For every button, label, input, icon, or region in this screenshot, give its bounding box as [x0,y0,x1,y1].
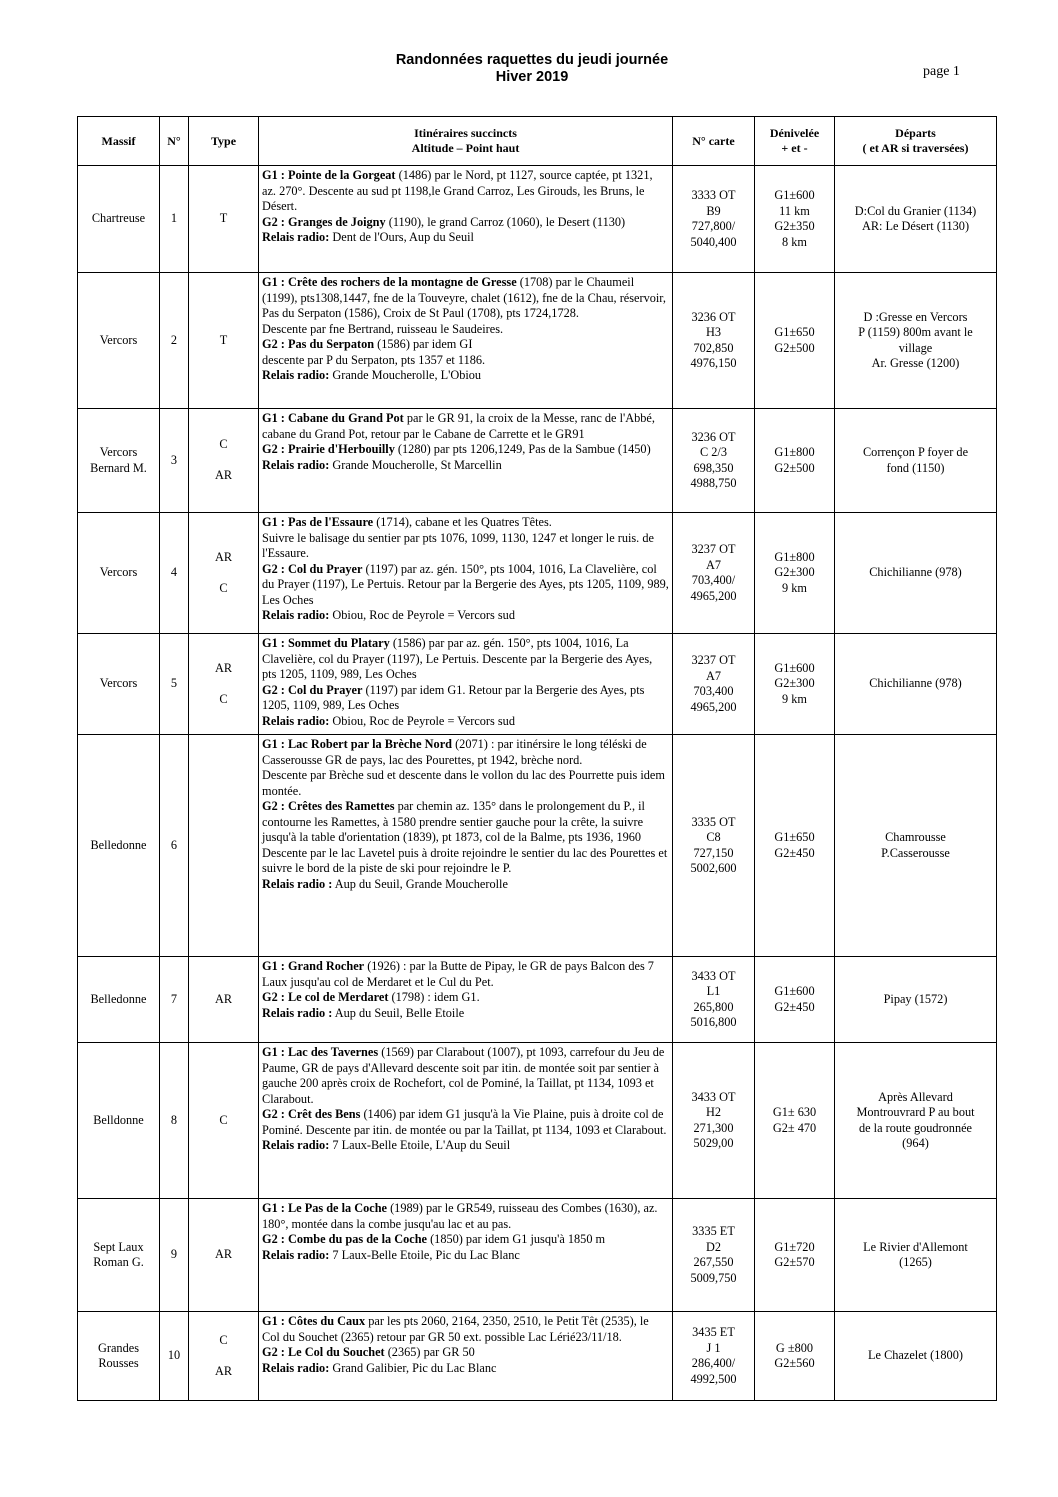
table-row [78,1199,997,1312]
itin-g1 [262,634,669,683]
cell-num: 5 [160,634,189,735]
cell-type: C [189,1043,259,1199]
itin-g1-label: G1 : Lac Robert par la Brèche Nord [262,737,453,751]
itin-g2-text: (1197) par idem G1. Retour par la Bergerie des Ayes, pts 1205, 1109, 989, Les Oches [262,682,645,712]
itin-g1-text: (1989) par le GR549, ruisseau des Combes (1630), az. 180°, montée dans la combe jusqu'au lac et au pas. [262,1201,658,1231]
itin-relais-label: Relais radio: [262,1138,330,1152]
cell-type: T [189,273,259,409]
cell-carte: 3433 OT H2 271,300 5029,00 [673,1043,755,1199]
cell-carte: 3236 OT H3 702,850 4976,150 [673,273,755,409]
itin-g2-text: (1190), le grand Carroz (1060), le Desert (1130) [385,214,626,229]
cell-denivelee: G1±600 G2±450 [755,957,835,1043]
itin-g2-label: G2 : Col du Prayer [262,561,363,576]
cell-type: C AR [189,1312,259,1401]
itin-g2-text: (1850) par idem G1 jusqu'à 1850 m [427,1232,606,1246]
itin-g1-text: par les pts 2060, 2164, 2350, 2510, le Petit Têt (2535), le Col du Souchet (2365) retour par GR 50 ext. possible Lac Lérié23/11/18. [262,1314,649,1344]
itin-g2-label: G2 : Pas du Serpaton [262,337,375,351]
table-row [78,735,997,957]
table-row [78,1312,997,1401]
cell-denivelee: G1±720 G2±570 [755,1199,835,1312]
itin-relais [262,714,669,730]
itin-g1 [262,735,669,799]
cell-num: 8 [160,1043,189,1199]
itin-relais-label: Relais radio: [262,1247,330,1262]
itin-relais [262,608,669,624]
cell-carte: 3335 ET D2 267,550 5009,750 [673,1199,755,1312]
cell-type: T [189,166,259,273]
col-header-massif: Massif [78,117,160,166]
itin-g2-text: par chemin az. 135° dans le prolongement du P., il contourne les Ramettes, à 1580 prendre sentier gauche pour la crête, la suivre jusqu'à la table d'orientation (1839), pt 1873, col de la Balme, pts 1936, 1960 Descente par le lac Lavetel puis à droite rejoindre le sentier du lac des Pourettes et suivre le bord de la piste de ski pour rejoindre le P. [262,799,668,875]
cell-itineraire [259,957,673,1043]
cell-massif: Belldonne [78,1043,160,1199]
cell-carte: 3433 OT L1 265,800 5016,800 [673,957,755,1043]
itin-g2-label: G2 : Prairie d'Herbouilly [262,442,395,456]
itin-relais-text: Grande Moucherolle, St Marcellin [329,457,502,472]
itin-g1-text: (1926) : par la Butte de Pipay, le GR de pays Balcon des 7 Laux jusqu'au col de Merdaret et le Cul du Pet. [262,959,654,989]
table-row [78,513,997,634]
cell-num: 10 [160,1312,189,1401]
cell-itineraire [259,634,673,735]
table-row [78,634,997,735]
itin-g1-text: par le GR 91, la croix de la Messe, ranc de l'Abbé, cabane du Grand Pot, retour par le Cabane de Carrette et le GR91 [262,411,655,441]
itin-relais-label: Relais radio: [262,457,330,472]
cell-num: 6 [160,735,189,957]
cell-massif: Vercors [78,513,160,634]
cell-denivelee: G1± 630 G2± 470 [755,1043,835,1199]
itin-g2 [262,215,669,231]
cell-massif: Grandes Rousses [78,1312,160,1401]
page-number: page 1 [923,64,960,79]
itin-g1 [262,166,669,215]
itin-relais [262,1138,669,1154]
itin-relais-text: Dent de l'Ours, Aup du Seuil [329,230,474,244]
itin-g1-label: G1 : Le Pas de la Coche [262,1201,388,1215]
cell-carte: 3236 OT C 2/3 698,350 4988,750 [673,409,755,513]
cell-departs: D:Col du Granier (1134) AR: Le Désert (1130) [835,166,997,273]
itin-relais-text: Obiou, Roc de Peyrole = Vercors sud [329,713,515,728]
cell-carte: 3333 OT B9 727,800/ 5040,400 [673,166,755,273]
table-header-row [78,117,997,166]
cell-denivelee: G ±800 G2±560 [755,1312,835,1401]
col-header-carte: N° carte [673,117,755,166]
cell-itineraire [259,1043,673,1199]
table-row [78,166,997,273]
itin-g2 [262,799,669,877]
cell-denivelee: G1±800 G2±300 9 km [755,513,835,634]
itin-g2-label: G2 : Le col de Merdaret [262,990,389,1004]
itin-relais [262,368,669,384]
itin-g2-text: (1798) : idem G1. [388,990,480,1004]
table-row [78,409,997,513]
itin-g1-text: (1486) par le Nord, pt 1127, source captée, pt 1321, az. 270°. Descente au sud pt 1198,le Grand Carroz, Les Girouds, les Bruns, le Désert. [262,168,653,213]
cell-itineraire [259,409,673,513]
itin-relais [262,1361,669,1377]
cell-itineraire [259,273,673,409]
itin-g1-text: (1714), cabane et les Quatres Têtes. Suivre le balisage du sentier par pts 1076, 1099, 1130, 1247 et longer le ruis. de l'Essaure. [262,515,654,560]
itin-g1 [262,273,669,337]
itin-g1-label: G1 : Côtes du Caux [262,1314,366,1328]
itin-g1-label: G1 : Pas de l'Essaure [262,515,374,529]
cell-type: AR C [189,634,259,735]
itin-relais-label: Relais radio: [262,1360,330,1375]
cell-departs: Le Chazelet (1800) [835,1312,997,1401]
cell-denivelee: G1±600 G2±300 9 km [755,634,835,735]
cell-departs: Le Rivier d'Allemont (1265) [835,1199,997,1312]
table-row [78,957,997,1043]
itin-g2-text: (1586) par idem GI descente par P du Serpaton, pts 1357 et 1186. [262,337,486,367]
itin-g1-text: (1586) par par az. gén. 150°, pts 1004, 1016, La Clavelière, col du Prayer (1197), Le Pertuis. Descente par la Bergerie des Ayes, pts 1205, 1109, 989, Les Oches [262,636,653,681]
title-line-1: Randonnées raquettes du jeudi journée [395,52,669,68]
col-header-type: Type [189,117,259,166]
itin-g2-text: (1197) par az. gén. 150°, pts 1004, 1016, La Clavelière, col du Prayer (1197), Le Pertuis. Retour par la Bergerie des Ayes, pts 1205, 1109, 989, Les Oches [262,561,669,607]
cell-num: 9 [160,1199,189,1312]
cell-denivelee: G1±650 G2±450 [755,735,835,957]
itin-g1-text: (1569) par Clarabout (1007), pt 1093, carrefour du Jeu de Paume, GR de pays d'Allevard descente soit par itin. de montée soit par sentier à gauche 200 après croix de Rochefort, col de Pominé, la Taillat, pt 1134, 1093 et Clarabout. [262,1045,665,1106]
cell-departs: Corrençon P foyer de fond (1150) [835,409,997,513]
itin-g2 [262,683,669,714]
itin-g2 [262,1107,669,1138]
itin-g1 [262,409,669,442]
col-header-denivelee: Dénivelée + et - [755,117,835,166]
itin-g1-label: G1 : Crête des rochers de la montagne de Gresse [262,275,517,289]
cell-type [189,735,259,957]
col-header-departs: Départs ( et AR si traversées) [835,117,997,166]
table-row [78,1043,997,1199]
cell-massif: Belledonne [78,957,160,1043]
cell-type: C AR [189,409,259,513]
cell-num: 1 [160,166,189,273]
cell-itineraire [259,735,673,957]
cell-carte: 3237 OT A7 703,400 4965,200 [673,634,755,735]
cell-massif: Vercors [78,273,160,409]
title-line-2: Hiver 2019 [495,69,569,85]
cell-departs: Pipay (1572) [835,957,997,1043]
itin-relais-text: Obiou, Roc de Peyrole = Vercors sud [329,608,515,622]
cell-itineraire [259,513,673,634]
document-title [0,52,1058,86]
itin-g1-text: (2071) : par itinérsire le long téléski de Casserousse GR de pays, lac des Pourettes, pt 1942, brèche nord. Descente par Brèche sud et descente dans le vollon du lac des Pourrette puis idem montée. [262,737,665,798]
itin-g1-label: G1 : Pointe de la Gorgeat [262,168,396,182]
itin-g2 [262,1232,669,1248]
itin-relais [262,230,669,246]
itin-g2 [262,337,669,368]
itin-g2 [262,562,669,609]
cell-num: 3 [160,409,189,513]
col-header-num: N° [160,117,189,166]
cell-departs: D :Gresse en Vercors P (1159) 800m avant le village Ar. Gresse (1200) [835,273,997,409]
cell-itineraire [259,166,673,273]
cell-departs: Chamrousse P.Casserousse [835,735,997,957]
cell-carte: 3237 OT A7 703,400/ 4965,200 [673,513,755,634]
itin-g2-label: G2 : Le Col du Souchet [262,1345,385,1359]
itin-relais-label: Relais radio: [262,608,330,622]
itin-relais [262,458,669,474]
itin-relais [262,1006,669,1022]
cell-denivelee: G1±650 G2±500 [755,273,835,409]
cell-massif: Sept Laux Roman G. [78,1199,160,1312]
cell-denivelee: G1±600 11 km G2±350 8 km [755,166,835,273]
itin-g1 [262,957,669,990]
cell-num: 4 [160,513,189,634]
itin-g1-label: G1 : Grand Rocher [262,959,365,973]
itin-relais-label: Relais radio : [262,1005,333,1020]
cell-denivelee: G1±800 G2±500 [755,409,835,513]
itin-relais-label: Relais radio: [262,368,330,382]
itin-g1 [262,1043,669,1107]
cell-massif: Vercors Bernard M. [78,409,160,513]
itin-g2-text: (1406) par idem G1 jusqu'à la Vie Plaine, puis à droite col de Pominé. Descente par itin. de montée ou par la Taillat, pt 1134, 1093 et Clarabout. [262,1107,667,1137]
cell-type: AR C [189,513,259,634]
cell-massif: Chartreuse [78,166,160,273]
cell-itineraire [259,1199,673,1312]
itin-g1 [262,513,669,562]
cell-num: 2 [160,273,189,409]
itin-relais-text: Aup du Seuil, Grande Moucherolle [332,876,508,891]
cell-departs: Chichilianne (978) [835,513,997,634]
itin-relais-label: Relais radio: [262,230,330,244]
itin-relais-text: 7 Laux-Belle Etoile, L'Aup du Seuil [329,1138,511,1152]
itin-relais-text: Grande Moucherolle, L'Obiou [329,368,482,382]
table-row [78,273,997,409]
cell-massif: Belledonne [78,735,160,957]
itin-g2-text: (2365) par GR 50 [384,1345,475,1359]
itin-g2 [262,990,669,1006]
itin-g2-label: G2 : Crêt des Bens [262,1107,361,1121]
itin-g2-text: (1280) par pts 1206,1249, Pas de la Sambue (1450) [394,442,651,456]
cell-type: AR [189,957,259,1043]
itin-g1-label: G1 : Sommet du Platary [262,636,390,650]
itin-g2-label: G2 : Col du Prayer [262,682,363,697]
itin-g2 [262,442,669,458]
itin-g1 [262,1199,669,1232]
cell-departs: Chichilianne (978) [835,634,997,735]
itin-relais-label: Relais radio : [262,876,333,891]
itin-g1-text: (1708) par le Chaumeil (1199), pts1308,1447, fne de la Touveyre, chalet (1612), fne de la Chau, réservoir, Pas du Serpaton (1586), Croix de St Paul (1708), pts 1724,1728. Descente par fne Bertrand, ruisseau le Saudeires. [262,275,666,336]
cell-carte: 3335 OT C8 727,150 5002,600 [673,735,755,957]
cell-type: AR [189,1199,259,1312]
col-header-itineraires: Itinéraires succincts Altitude – Point haut [259,117,673,166]
itin-relais [262,877,669,893]
hikes-table [77,116,997,1401]
itin-g2-label: G2 : Combe du pas de la Coche [262,1232,427,1246]
cell-departs: Après Allevard Montrouvrard P au bout de la route goudronnée (964) [835,1043,997,1199]
itin-g1-label: G1 : Lac des Tavernes [262,1045,379,1059]
itin-relais-text: 7 Laux-Belle Etoile, Pic du Lac Blanc [329,1247,520,1262]
itin-relais-text: Grand Galibier, Pic du Lac Blanc [329,1360,497,1375]
itin-g2 [262,1345,669,1361]
cell-itineraire [259,1312,673,1401]
itin-g2-label: G2 : Granges de Joigny [262,214,386,229]
itin-g1-label: G1 : Cabane du Grand Pot [262,411,404,425]
itin-relais-label: Relais radio: [262,713,330,728]
itin-g1 [262,1312,669,1345]
cell-massif: Vercors [78,634,160,735]
itin-relais-text: Aup du Seuil, Belle Etoile [332,1005,465,1020]
cell-num: 7 [160,957,189,1043]
cell-carte: 3435 ET J 1 286,400/ 4992,500 [673,1312,755,1401]
itin-relais [262,1248,669,1264]
itin-g2-label: G2 : Crêtes des Ramettes [262,799,395,813]
